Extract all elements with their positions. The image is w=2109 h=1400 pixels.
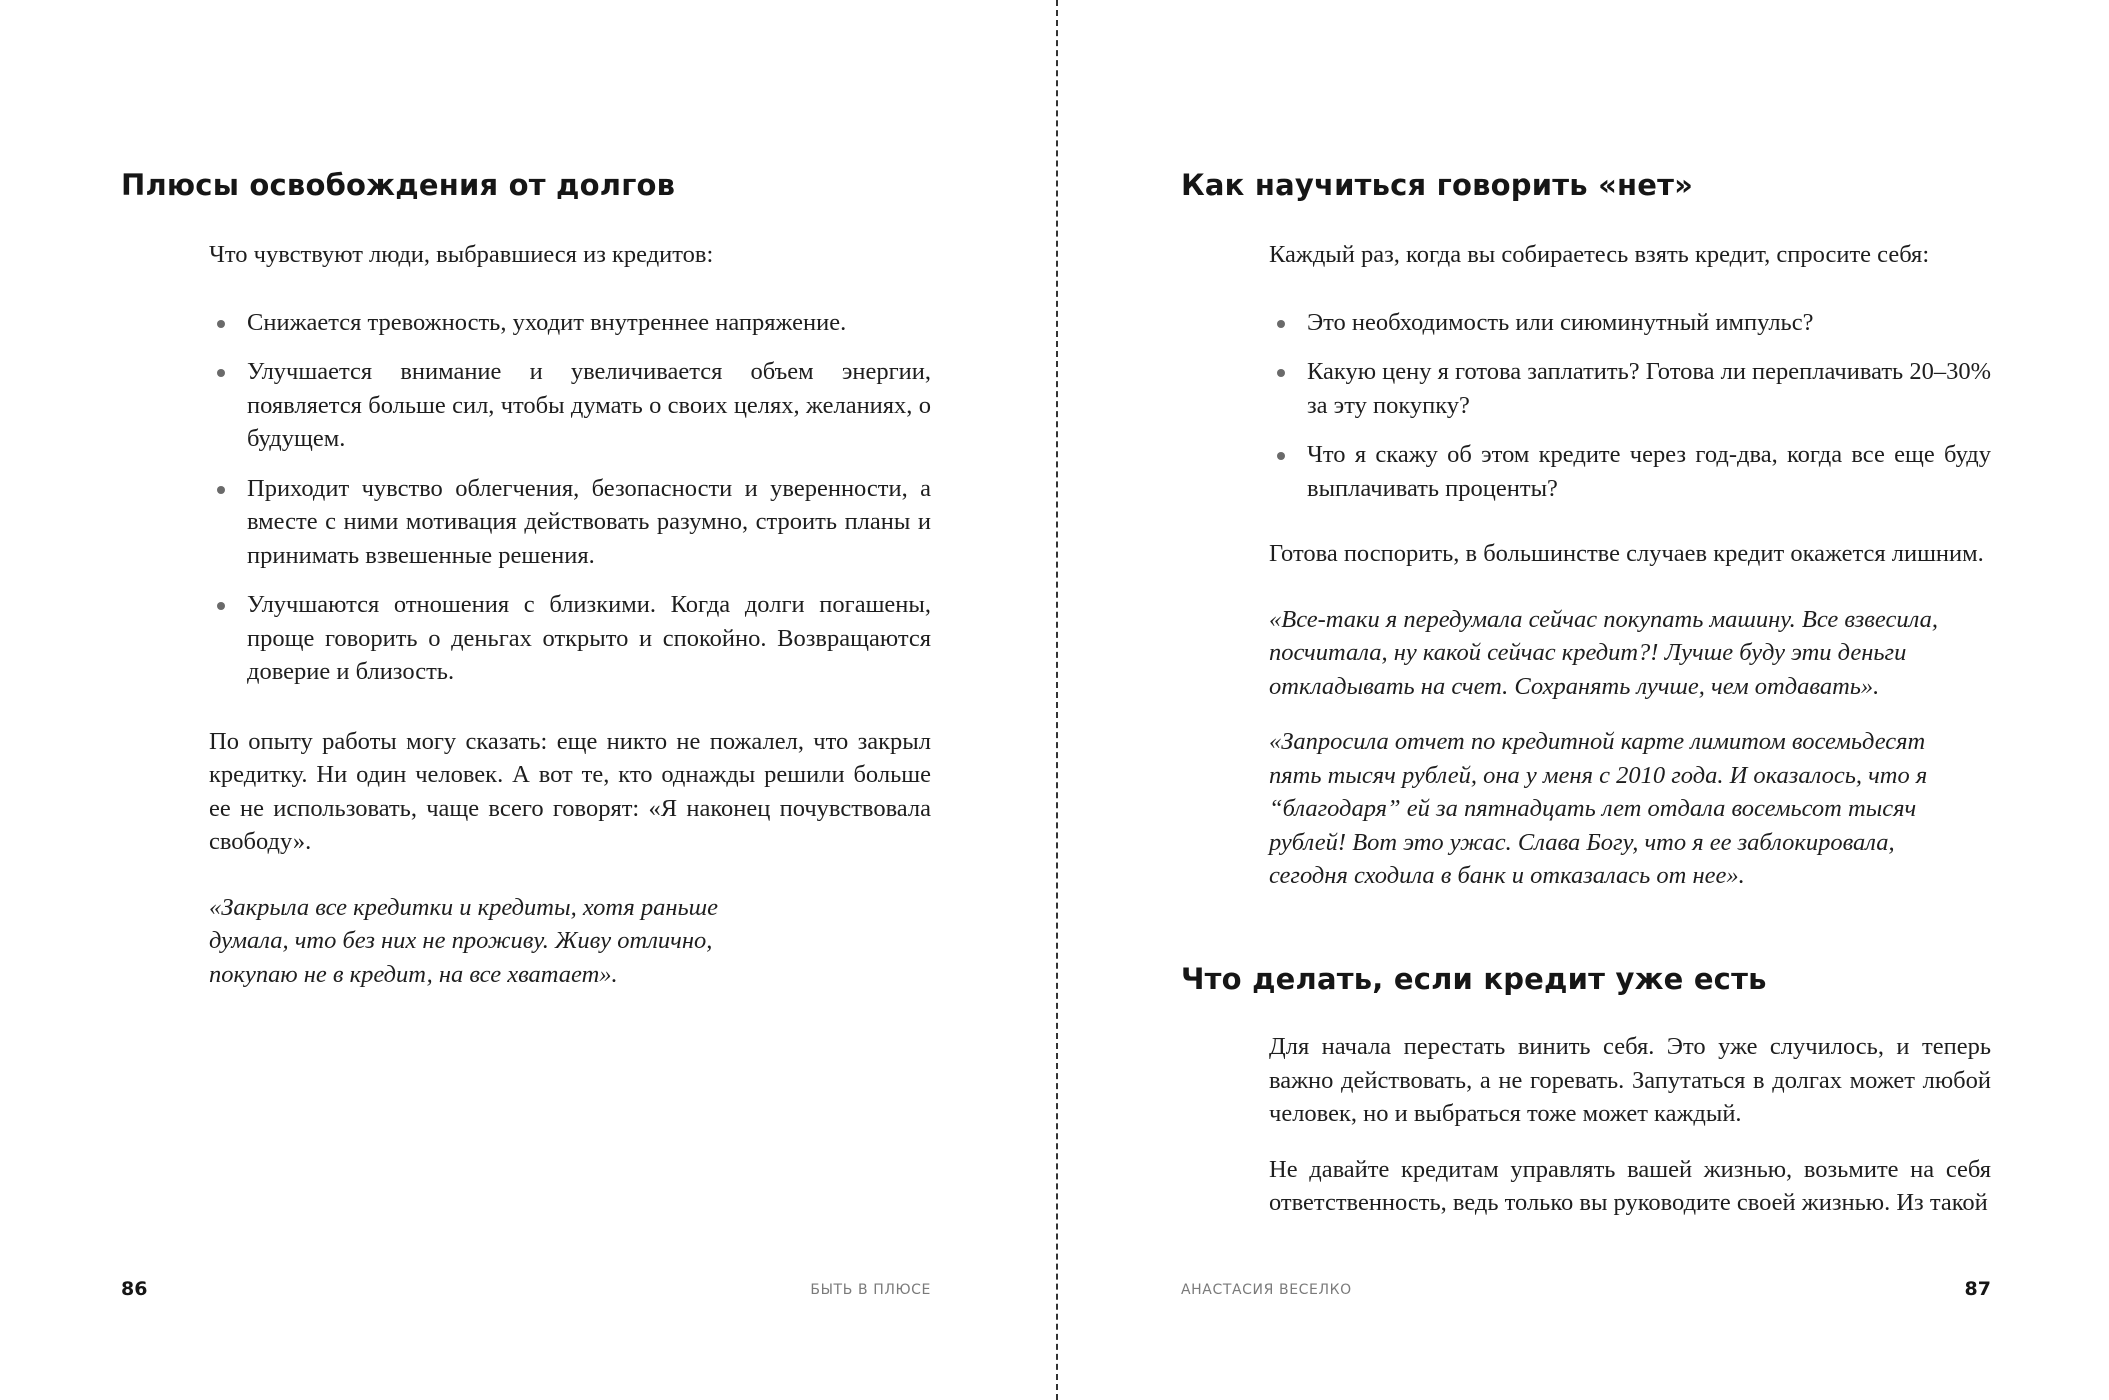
running-title-right: АНАСТАСИЯ ВЕСЕЛКО: [1181, 1282, 1352, 1298]
left-quote: «Закрыла все кредитки и кредиты, хотя раньше думала, что без них не проживу. Живу отлично, покупаю не в кредит, на все хватает».: [209, 893, 719, 988]
bullet-dot-icon: [217, 486, 225, 494]
right-quote-2: «Запросила отчет по кредитной карте лимитом восемьдесят пять тысяч рублей, она у меня с 2010 года. И оказалось, что я “благодаря” ей за пятнадцать лет отдала восемьсот тысяч рублей! Вот это ужас. Слава Богу, что я ее заблокировала, сегодня сходила в банк и отказалась от нее».: [1269, 728, 1928, 889]
right-paragraph-3: Не давайте кредитам управлять вашей жизнью, возьмите на себя ответственность, ведь только вы руководите своей жизнью. Из такой: [1269, 1155, 1991, 1216]
list-item-text: Улучшаются отношения с близкими. Когда долги погашены, проще говорить о деньгах открыто и спокойно. Возвращаются доверие и близость.: [247, 591, 931, 685]
list-item: [1269, 355, 1991, 422]
left-body: [209, 238, 931, 991]
page-divider: [1056, 0, 1058, 1400]
list-item-text: Приходит чувство облегчения, безопасности и уверенности, а вместе с ними мотивация действовать разумно, строить планы и принимать взвешенные решения.: [247, 474, 931, 569]
bullet-dot-icon: [1277, 320, 1285, 328]
bullet-dot-icon: [217, 369, 225, 377]
right-intro: Каждый раз, когда вы собираетесь взять кредит, спросите себя:: [1269, 241, 1930, 268]
right-body-1: [1269, 238, 1991, 893]
list-item: [209, 472, 931, 573]
right-paragraph-2: Для начала перестать винить себя. Это уже случилось, и теперь важно действовать, а не горевать. Запутаться в долгах может любой человек, но и выбраться тоже может каждый.: [1269, 1033, 1991, 1127]
list-item: [209, 355, 931, 456]
list-item: [1269, 306, 1991, 340]
left-intro: Что чувствуют люди, выбравшиеся из кредитов:: [209, 241, 714, 268]
right-page: [1181, 0, 1991, 1400]
right-heading-2: Что делать, если кредит уже есть: [1181, 962, 1767, 996]
list-item: [209, 306, 931, 340]
right-quote-1: «Все-таки я передумала сейчас покупать машину. Все взвесила, посчитала, ну какой сейчас кредит?! Лучше буду эти деньги откладывать на счет. Сохранять лучше, чем отдавать».: [1269, 605, 1938, 700]
bullet-dot-icon: [217, 602, 225, 610]
left-heading: Плюсы освобождения от долгов: [121, 168, 676, 202]
right-body-2: [1269, 1030, 1991, 1220]
list-item: [1269, 438, 1991, 505]
list-item-text: Улучшается внимание и увеличивается объем энергии, появляется больше сил, чтобы думать о своих целях, желаниях, о будущем.: [247, 358, 931, 452]
left-paragraph: По опыту работы могу сказать: еще никто не пожалел, что закрыл кредитку. Ни один человек. А вот те, кто однажды решили больше ее не использовать, чаще всего говорят: «Я наконец почувствовала свободу».: [209, 727, 931, 855]
right-bullet-list: [1269, 306, 1991, 506]
running-title-left: БЫТЬ В ПЛЮСЕ: [810, 1282, 931, 1298]
left-bullet-list: [209, 306, 931, 689]
list-item-text: Это необходимость или сиюминутный импульс?: [1307, 308, 1814, 336]
left-page: [121, 0, 931, 1400]
bullet-dot-icon: [1277, 452, 1285, 460]
list-item-text: Какую цену я готова заплатить? Готова ли переплачивать 20–30% за эту покупку?: [1307, 358, 1991, 419]
page-number-left: 86: [121, 1278, 148, 1300]
list-item-text: Снижается тревожность, уходит внутреннее напряжение.: [247, 308, 847, 336]
right-paragraph-1: Готова поспорить, в большинстве случаев кредит окажется лишним.: [1269, 540, 1984, 567]
bullet-dot-icon: [1277, 369, 1285, 377]
right-heading-1: Как научиться говорить «нет»: [1181, 168, 1694, 202]
list-item: [209, 588, 931, 689]
page-number-right: 87: [1964, 1278, 1991, 1300]
bullet-dot-icon: [217, 320, 225, 328]
list-item-text: Что я скажу об этом кредите через год-два, когда все еще буду выплачивать проценты?: [1307, 441, 1991, 502]
